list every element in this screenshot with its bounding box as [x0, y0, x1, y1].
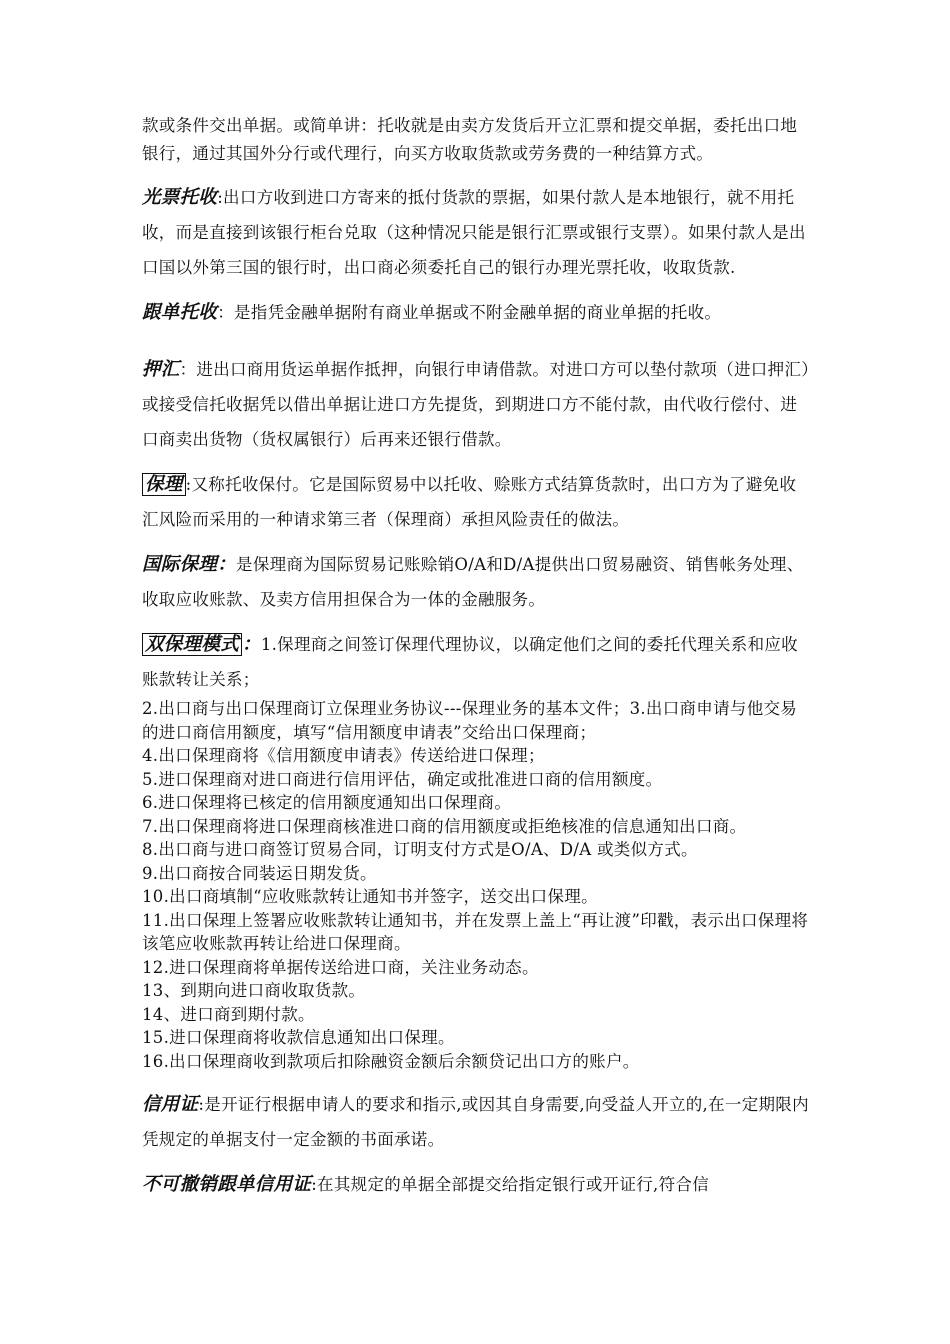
documentary-collection-text: ：是指凭金融单据附有商业单据或不附金融单据的商业单据的托收。	[217, 303, 722, 322]
list-item: 12.进口保理商将单据传送给进口商，关注业务动态。	[142, 957, 539, 977]
letter-of-credit-term: 信用证	[142, 1094, 199, 1115]
two-factor-sep: ：	[242, 634, 261, 655]
clean-collection-term: 光票托收	[142, 187, 218, 208]
irrevocable-lc-term: 不可撤销跟单信用证	[142, 1174, 312, 1195]
letter-of-credit-text: :是开证行根据申请人的要求和指示,或因其自身需要,向受益人开立的,在一定期限内凭规定的单据支付一定金额的书面承诺。	[142, 1095, 809, 1149]
list-item: 8.出口商与进口商签订贸易合同，订明支付方式是O/A、D/A 或类似方式。	[142, 840, 698, 859]
factoring-paragraph	[142, 467, 812, 537]
list-item: 14、进口商到期付款。	[142, 1004, 315, 1024]
list-item: 9.出口商按合同装运日期发货。	[142, 863, 377, 883]
two-factor-paragraph	[142, 627, 812, 697]
documentary-collection-paragraph	[142, 295, 812, 330]
factoring-text: :又称托收保付。它是国际贸易中以托收、赊账方式结算货款时，出口方为了避免收汇风险而采用的一种请求第三者（保理商）承担风险责任的做法。	[142, 475, 797, 529]
list-item: 15.进口保理商将收款信息通知出口保理。	[142, 1028, 455, 1047]
two-factor-term: 双保理模式	[142, 633, 242, 656]
irrevocable-lc-paragraph	[142, 1167, 812, 1202]
factoring-term: 保理	[142, 473, 186, 496]
list-item: 7.出口保理商将进口保理商核准进口商的信用额度或拒绝核准的信息通知出口商。	[142, 816, 747, 836]
intl-factoring-paragraph	[142, 547, 812, 617]
list-item: 10.出口商填制“应收账款转让通知书并签字，送交出口保理。	[142, 887, 598, 906]
negotiation-term: 押汇	[142, 359, 180, 380]
list-item: 2.出口商与出口保理商订立保理业务协议---保理业务的基本文件；3.出口商申请与他交易的进口商信用额度，填写“信用额度申请表”交给出口保理商；	[142, 699, 798, 742]
documentary-collection-term: 跟单托收	[142, 302, 218, 323]
irrevocable-lc-text: :在其规定的单据全部提交给指定银行或开证行,符合信	[311, 1175, 710, 1194]
two-factor-text: 1.保理商之间签订保理代理协议，以确定他们之间的委托代理关系和应收账款转让关系；	[142, 635, 798, 689]
list-item: 5.进口保理商对进口商进行信用评估，确定或批准进口商的信用额度。	[142, 769, 663, 789]
negotiation-text: ：进出口商用货运单据作抵押，向银行申请借款。对进口方可以垫付款项（进口押汇）或接受信托收据凭以借出单据让进口方先提货，到期进口方不能付款，由代收行偿付、进口商卖出货物（货权属银行）后再来还银行借款。	[142, 360, 810, 449]
clean-collection-text: :出口方收到进口方寄来的抵付货款的票据，如果付款人是本地银行，就不用托收，而是直接到该银行柜台兑取（这种情况只能是银行汇票或银行支票）。如果付款人是出口国以外第三国的银行时，出口商必须委托自己的银行办理光票托收，收取货款.	[142, 188, 806, 277]
intl-factoring-text: 是保理商为国际贸易记账赊销O/A和D/A提供出口贸易融资、销售帐务处理、收取应收账款、及卖方信用担保合为一体的金融服务。	[142, 555, 804, 609]
intro-text: 款或条件交出单据。或简单讲：托收就是由卖方发货后开立汇票和提交单据，委托出口地银行，通过其国外分行或代理行，向买方收取货款或劳务费的一种结算方式。	[142, 116, 798, 163]
intro-paragraph	[142, 112, 812, 168]
intl-factoring-term: 国际保理：	[142, 554, 237, 575]
clean-collection-paragraph	[142, 180, 812, 285]
list-item: 16.出口保理商收到款项后扣除融资金额后余额贷记出口方的账户。	[142, 1051, 640, 1071]
negotiation-paragraph	[142, 352, 812, 457]
letter-of-credit-paragraph	[142, 1087, 812, 1157]
list-item: 11.出口保理上签署应收账款转让通知书，并在发票上盖上“再让渡”印戳，表示出口保理将该笔应收账款再转让给进口保理商。	[142, 910, 809, 953]
list-item: 6.进口保理将已核定的信用额度通知出口保理商。	[142, 793, 512, 812]
list-item: 4.出口保理商将《信用额度申请表》传送给进口保理；	[142, 746, 545, 765]
document-body	[142, 112, 812, 1212]
list-item: 13、到期向进口商收取货款。	[142, 981, 366, 1000]
two-factor-steps	[142, 697, 812, 1073]
